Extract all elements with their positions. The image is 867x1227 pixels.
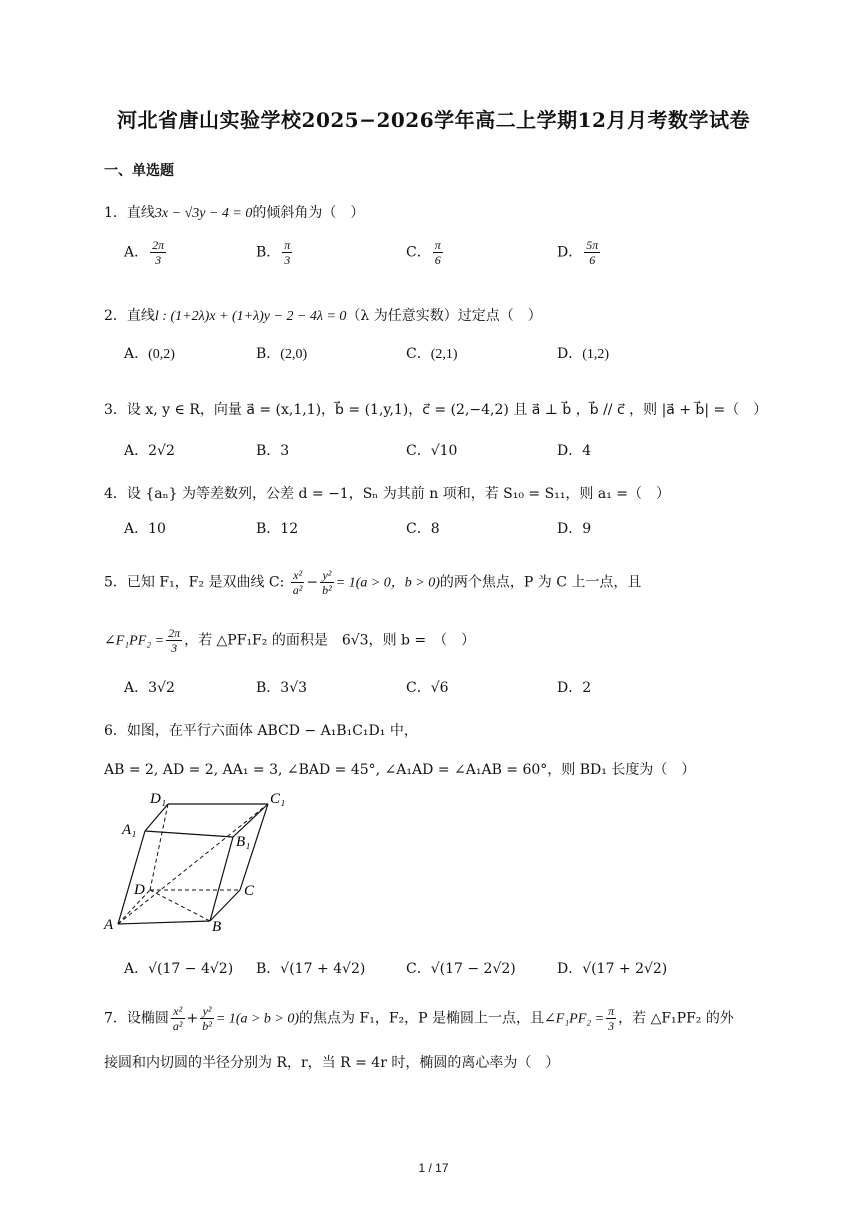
frac-num: 5π [586, 238, 599, 252]
frac-num: y² [200, 1004, 214, 1019]
option-label: B． [256, 346, 281, 362]
question-5-line-2 [104, 626, 475, 655]
q4-option-d [557, 518, 591, 538]
q6-option-b [256, 958, 365, 978]
q4-option-a [124, 518, 166, 538]
option-label: D． [557, 521, 583, 537]
q7-tail: ，若 △F₁PF₂ 的外 [618, 1010, 734, 1027]
frac-num: π [608, 1004, 615, 1018]
option-label: D． [557, 443, 583, 459]
frac-den: a² [292, 583, 303, 597]
frac-num: 2π [152, 238, 165, 252]
option-label: C． [406, 346, 431, 362]
q5-option-c [406, 677, 449, 697]
option-label: B． [256, 443, 281, 459]
q2-suffix: （λ 为任意实数）过定点（ ） [346, 308, 542, 324]
label-b1: B₁ [236, 834, 251, 850]
q3-option-c [406, 440, 457, 460]
q5-option-d [557, 677, 591, 697]
option-value: √(17 + 4√2) [280, 961, 366, 977]
q5-condition: ，若 △PF₁F₂ 的面积是 6√3，则 b = （ ） [184, 632, 476, 649]
frac-den: 6 [589, 253, 596, 267]
option-value: √6 [430, 680, 449, 696]
option-label: D． [557, 680, 583, 696]
q5-option-a [124, 677, 175, 697]
q5-angle: ∠F₁PF₂ = [104, 633, 165, 649]
question-2 [104, 305, 542, 325]
question-4: 4．设 {aₙ} 为等差数列，公差 d = −1，Sₙ 为其前 n 项和，若 S₁₀ = S₁₁，则 a₁ =（ ） [104, 486, 671, 502]
q1-option-b [256, 238, 294, 267]
frac-num: y² [320, 568, 334, 583]
q1-option-c [406, 238, 445, 267]
option-value: √(17 − 4√2) [148, 961, 234, 977]
option-value: 2 [582, 680, 592, 696]
q3-option-a [124, 440, 175, 460]
section-heading: 一、单选题 [104, 163, 174, 179]
frac-num: 2π [168, 626, 181, 640]
option-value: (2,1) [430, 347, 458, 362]
label-d1: D₁ [150, 791, 167, 807]
q4-option-b [256, 518, 298, 538]
option-value: 8 [430, 521, 440, 537]
question-6-line-1: 6．如图，在平行六面体 ABCD − A₁B₁C₁D₁ 中， [104, 723, 418, 739]
frac-den: 6 [434, 253, 441, 267]
option-label: A． [124, 961, 149, 977]
label-c1: C₁ [270, 791, 286, 807]
page-number: 1 / 17 [418, 1161, 449, 1175]
diagonal-db [150, 890, 210, 921]
edge-ab [118, 921, 210, 924]
label-b: B [212, 919, 222, 935]
option-label: C． [406, 961, 431, 977]
question-5-line-1: 5．已知 F₁，F₂ 是双曲线 C: $\frac{\text{x²}}{\text{a²}}$ − $\frac{\text{y²}}{\text{b²}}$ = 1(a > 0，b > 0)的两个焦点，P 为 C 上一点，且 [104, 568, 642, 597]
option-label: C． [406, 521, 431, 537]
q7-mid: 的焦点为 F₁，F₂，P 是椭圆上一点，且 [299, 1010, 545, 1027]
option-label: C． [406, 244, 431, 261]
page-title: 河北省唐山实验学校2025−2026学年高二上学期12月月考数学试卷 [117, 108, 750, 132]
q2-prefix: 2．直线 [104, 308, 155, 324]
edge-aa1 [118, 831, 145, 924]
question-7-line-2: 接圆和内切圆的半径分别为 R，r，当 R = 4r 时，椭圆的离心率为（ ） [104, 1055, 560, 1071]
question-6-line-2: AB = 2, AD = 2, AA₁ = 3, ∠BAD = 45°, ∠A₁AD = ∠A₁AB = 60°，则 BD₁ 长度为（ ） [104, 762, 696, 778]
q5-prefix: 5．已知 F₁，F₂ 是双曲线 C: [104, 574, 285, 591]
option-label: A． [124, 680, 149, 696]
label-a1: A₁ [122, 822, 137, 838]
frac-den: b² [322, 583, 332, 597]
q6-option-c [406, 958, 516, 978]
option-label: D． [557, 244, 583, 261]
label-c: C [244, 883, 255, 899]
question-3: 3．设 x, y ∈ R，向量 a⃗ = (x,1,1)，b⃗ = (1,y,1)，c⃗ = (2,−4,2) 且 a⃗ ⊥ b⃗ ，b⃗ // c⃗ ，则 |a⃗ + b⃗| =（ ） [104, 402, 768, 418]
option-label: A． [124, 443, 149, 459]
diagonal-ac1 [118, 804, 268, 924]
question-7-line-1: 7．设椭圆 $\frac{\text{x²}}{\text{a²}}$ + $\frac{\text{y²}}{\text{b²}}$ = 1(a > b > 0)的焦点为 F₁，F₂，P 是椭圆上一点，且∠F₁PF₂ = $\frac{\pi}{3}$ ，若 △F₁PF₂ 的外 [104, 1004, 734, 1033]
option-label: B． [256, 521, 281, 537]
q1-prefix: 1．直线 [104, 205, 155, 221]
option-label: D． [557, 961, 583, 977]
option-value: 12 [280, 521, 299, 537]
label-a: A [104, 917, 114, 933]
frac-num: π [434, 238, 441, 252]
option-label: A． [124, 244, 149, 261]
option-label: C． [406, 680, 431, 696]
q2-option-b [256, 343, 307, 363]
q1-suffix: 的倾斜角为（ ） [252, 205, 365, 221]
q4-option-c [406, 518, 440, 538]
option-label: A． [124, 346, 149, 362]
edge-dd1 [150, 804, 168, 890]
q3-option-b [256, 440, 289, 460]
option-label: C． [406, 443, 431, 459]
edge-a1d1 [145, 804, 168, 831]
option-value: 3 [280, 443, 290, 459]
q1-option-d [557, 238, 602, 267]
q7-equation-tail: = 1(a > b > 0) [215, 1011, 300, 1027]
edge-a1b1 [145, 831, 233, 837]
q2-expr: l : (1+2λ)x + (1+λ)y − 2 − 4λ = 0 [154, 309, 347, 324]
q5-suffix: 的两个焦点，P 为 C 上一点，且 [439, 574, 642, 591]
q1-option-a [124, 238, 168, 267]
q7-angle: ∠F₁PF₂ = [544, 1011, 605, 1027]
label-d: D [134, 882, 145, 898]
question-1 [104, 202, 364, 222]
frac-den: b² [202, 1019, 212, 1033]
option-label: B． [256, 244, 281, 261]
option-label: A． [124, 521, 149, 537]
option-label: B． [256, 961, 281, 977]
frac-num: π [284, 238, 291, 252]
q3-option-d [557, 440, 591, 460]
option-value: (0,2) [148, 347, 175, 362]
option-value: 2√2 [148, 443, 175, 459]
frac-den: 3 [284, 253, 291, 267]
q6-option-a [124, 958, 233, 978]
q6-option-d [557, 958, 667, 978]
q7-prefix: 7．设椭圆 [104, 1010, 169, 1027]
frac-num: x² [171, 1004, 185, 1019]
q5-equation-tail: = 1(a > 0，b > 0) [335, 575, 440, 591]
frac-den: 3 [155, 253, 162, 267]
q2-option-a [124, 343, 175, 363]
parallelepiped-figure [100, 786, 300, 936]
option-value: 3√2 [148, 680, 175, 696]
option-value: (2,0) [280, 347, 308, 362]
q1-expr: 3x − √3y − 4 = 0 [154, 206, 253, 221]
frac-den: 3 [608, 1019, 615, 1033]
option-value: √(17 − 2√2) [430, 961, 516, 977]
frac-den: a² [172, 1019, 183, 1033]
q2-option-d [557, 343, 609, 363]
option-value: 4 [582, 443, 592, 459]
option-value: √10 [430, 443, 458, 459]
option-value: √(17 + 2√2) [582, 961, 668, 977]
option-value: 10 [148, 521, 166, 537]
option-value: (1,2) [582, 347, 610, 362]
frac-num: x² [291, 568, 305, 583]
frac-den: 3 [171, 641, 178, 655]
option-value: 9 [582, 521, 592, 537]
q2-option-c [406, 343, 458, 363]
q5-option-b [256, 677, 307, 697]
option-label: D． [557, 346, 583, 362]
option-label: B． [256, 680, 281, 696]
option-value: 3√3 [280, 680, 308, 696]
